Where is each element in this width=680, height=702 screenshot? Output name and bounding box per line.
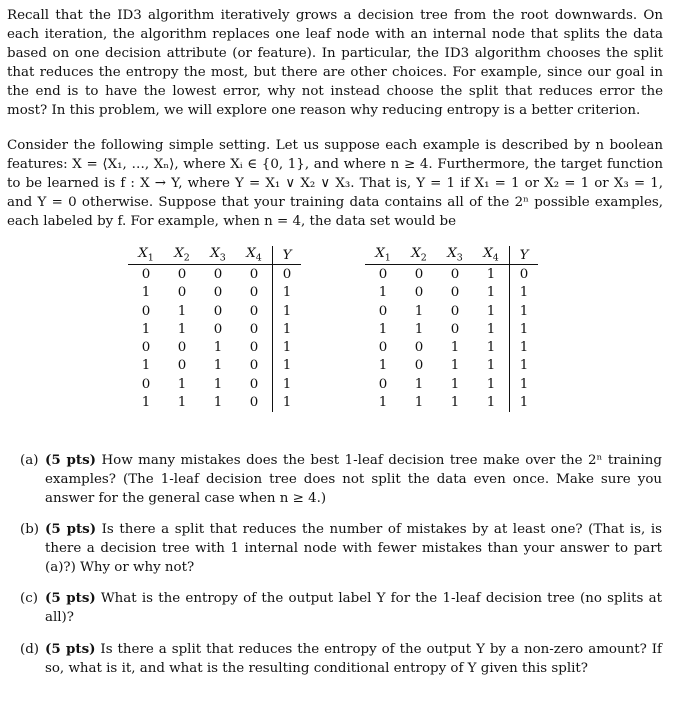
question-b <box>20 520 662 577</box>
table-cell: 0 <box>177 266 187 282</box>
table-row <box>128 302 301 320</box>
question-label: (a) <box>20 453 39 468</box>
table-cell: 1 <box>486 303 496 319</box>
table-cell: 1 <box>486 266 496 282</box>
intro-paragraph: Recall that the ID3 algorithm iteratively grows a decision tree from the root downwards. On each iteration, the algorithm replaces one leaf node with an internal node that splits the data based on one decision attribute (or feature). In particular, the ID3 algorithm chooses the split that reduces the entropy the most, but there are other choices. For example, since our goal in the end is to have the lowest error, why not instead choose the split that reduces error the most? In this problem, we will explore one reason why reducing entropy is a better criterion. <box>7 8 663 119</box>
question-points: (5 pts) <box>45 521 97 537</box>
table-cell: 0 <box>213 285 223 301</box>
table-cell: 1 <box>141 395 151 411</box>
table-row <box>365 357 538 375</box>
table-cell: 0 <box>177 358 187 374</box>
table-cell: 1 <box>510 357 539 375</box>
column-header: $X_4$ <box>236 246 273 265</box>
table-cell: 1 <box>486 376 496 392</box>
table-cell: 0 <box>273 265 302 284</box>
column-header: $X_2$ <box>164 246 200 265</box>
table-cell: 1 <box>141 321 151 337</box>
column-header: $X_1$ <box>128 246 164 265</box>
table-cell: 0 <box>378 266 388 282</box>
table-cell: 0 <box>414 340 424 356</box>
table-cell: 0 <box>249 376 259 392</box>
column-header: $X_3$ <box>200 246 236 265</box>
table-cell: 1 <box>486 358 496 374</box>
table-row <box>128 265 301 284</box>
table-row <box>128 338 301 356</box>
question-text: How many mistakes does the best 1-leaf decision tree make over the 2ⁿ training examples? (The 1-leaf decision tree does not split the data even once. Make sure you answer for the general case when n ≥ 4.) <box>45 453 662 507</box>
table-cell: 0 <box>450 266 460 282</box>
table-cell: 0 <box>249 266 259 282</box>
table-cell: 0 <box>249 395 259 411</box>
table-row <box>365 393 538 411</box>
table-cell: 1 <box>450 376 460 392</box>
column-header: $X_3$ <box>437 246 473 265</box>
table-cell: 1 <box>450 395 460 411</box>
column-header: $X_4$ <box>473 246 510 265</box>
table-cell: 0 <box>141 376 151 392</box>
table-row <box>365 338 538 356</box>
table-cell: 0 <box>141 266 151 282</box>
table-row <box>365 265 538 284</box>
table-cell: 1 <box>141 358 151 374</box>
question-d <box>20 640 662 678</box>
table-row <box>365 284 538 302</box>
table-cell: 1 <box>273 393 302 411</box>
question-points: (5 pts) <box>45 452 96 468</box>
setting-paragraph: Consider the following simple setting. Let us suppose each example is described by n boolean features: X = ⟨X₁, …, Xₙ⟩, where Xᵢ ∈ {0, 1}, and where n ≥ 4. Furthermore, the target function to be learned is f : X → Y, where Y = X₁ ∨ X₂ ∨ X₃. That is, Y = 1 if X₁ = 1 or X₂ = 1 or X₃ = 1, and Y = 0 otherwise. Suppose that your training data contains all of the 2ⁿ possible examples, each labeled by f. For example, when n = 4, the data set would be <box>7 138 663 230</box>
column-header: $X_2$ <box>401 246 437 265</box>
table-cell: 1 <box>510 338 539 356</box>
table-cell: 1 <box>486 395 496 411</box>
table-cell: 1 <box>510 375 539 393</box>
table-row <box>365 375 538 393</box>
table-row <box>128 320 301 338</box>
table-cell: 1 <box>414 321 424 337</box>
table-cell: 0 <box>378 376 388 392</box>
dataset-table-right <box>365 246 538 412</box>
table-cell: 0 <box>510 265 539 284</box>
table-cell: 1 <box>486 340 496 356</box>
table-header-row <box>365 246 538 265</box>
table-cell: 0 <box>177 285 187 301</box>
table-cell: 1 <box>414 303 424 319</box>
table-cell: 0 <box>414 358 424 374</box>
table-cell: 0 <box>141 303 151 319</box>
question-text: What is the entropy of the output label Y for the 1-leaf decision tree (no splits at all)? <box>45 591 662 626</box>
table-cell: 1 <box>378 285 388 301</box>
table-cell: 1 <box>177 321 187 337</box>
table-cell: 0 <box>213 303 223 319</box>
table-row <box>365 320 538 338</box>
column-header: Y <box>510 246 539 265</box>
question-a <box>20 451 662 508</box>
table-cell: 0 <box>177 340 187 356</box>
table-row <box>128 375 301 393</box>
question-label: (c) <box>20 591 38 606</box>
table-cell: 1 <box>414 395 424 411</box>
table-cell: 1 <box>450 340 460 356</box>
table-cell: 1 <box>486 321 496 337</box>
table-cell: 1 <box>510 320 539 338</box>
table-cell: 1 <box>450 358 460 374</box>
table-cell: 1 <box>378 358 388 374</box>
table-cell: 1 <box>213 358 223 374</box>
question-label: (d) <box>20 642 40 657</box>
table-cell: 1 <box>510 393 539 411</box>
question-text: Is there a split that reduces the number of mistakes by at least one? (That is, is there a decision tree with 1 internal node with fewer mistakes than your answer to part (a)?) Why or why not? <box>45 522 662 576</box>
column-header: Y <box>273 246 302 265</box>
table-cell: 1 <box>177 303 187 319</box>
table-cell: 0 <box>450 285 460 301</box>
table-cell: 0 <box>249 303 259 319</box>
table-cell: 1 <box>177 395 187 411</box>
table-row <box>365 302 538 320</box>
dataset-table-left <box>128 246 301 412</box>
table-cell: 1 <box>273 284 302 302</box>
table-cell: 1 <box>510 302 539 320</box>
table-cell: 1 <box>273 302 302 320</box>
table-row <box>128 393 301 411</box>
table-cell: 1 <box>177 376 187 392</box>
table-cell: 1 <box>273 375 302 393</box>
table-cell: 1 <box>273 357 302 375</box>
question-text: Is there a split that reduces the entropy of the output Y by a non-zero amount? If so, what is it, and what is the resulting conditional entropy of Y given this split? <box>45 642 662 677</box>
table-cell: 1 <box>273 320 302 338</box>
table-cell: 1 <box>213 376 223 392</box>
table-cell: 1 <box>273 338 302 356</box>
table-cell: 0 <box>249 340 259 356</box>
table-cell: 1 <box>510 284 539 302</box>
table-row <box>128 357 301 375</box>
table-cell: 0 <box>213 266 223 282</box>
table-cell: 0 <box>378 303 388 319</box>
table-cell: 0 <box>213 321 223 337</box>
table-cell: 1 <box>378 395 388 411</box>
table-cell: 1 <box>414 376 424 392</box>
table-cell: 1 <box>213 340 223 356</box>
table-cell: 0 <box>414 266 424 282</box>
question-points: (5 pts) <box>45 641 96 657</box>
table-cell: 0 <box>249 358 259 374</box>
question-points: (5 pts) <box>45 590 96 606</box>
table-cell: 0 <box>249 321 259 337</box>
table-cell: 0 <box>450 303 460 319</box>
table-cell: 1 <box>378 321 388 337</box>
table-header-row <box>128 246 301 265</box>
table-cell: 0 <box>249 285 259 301</box>
table-cell: 0 <box>414 285 424 301</box>
question-c <box>20 589 662 627</box>
table-cell: 1 <box>141 285 151 301</box>
table-row <box>128 284 301 302</box>
table-cell: 0 <box>450 321 460 337</box>
table-cell: 1 <box>213 395 223 411</box>
column-header: $X_1$ <box>365 246 401 265</box>
table-cell: 0 <box>378 340 388 356</box>
table-cell: 0 <box>141 340 151 356</box>
question-label: (b) <box>20 522 40 537</box>
table-cell: 1 <box>486 285 496 301</box>
